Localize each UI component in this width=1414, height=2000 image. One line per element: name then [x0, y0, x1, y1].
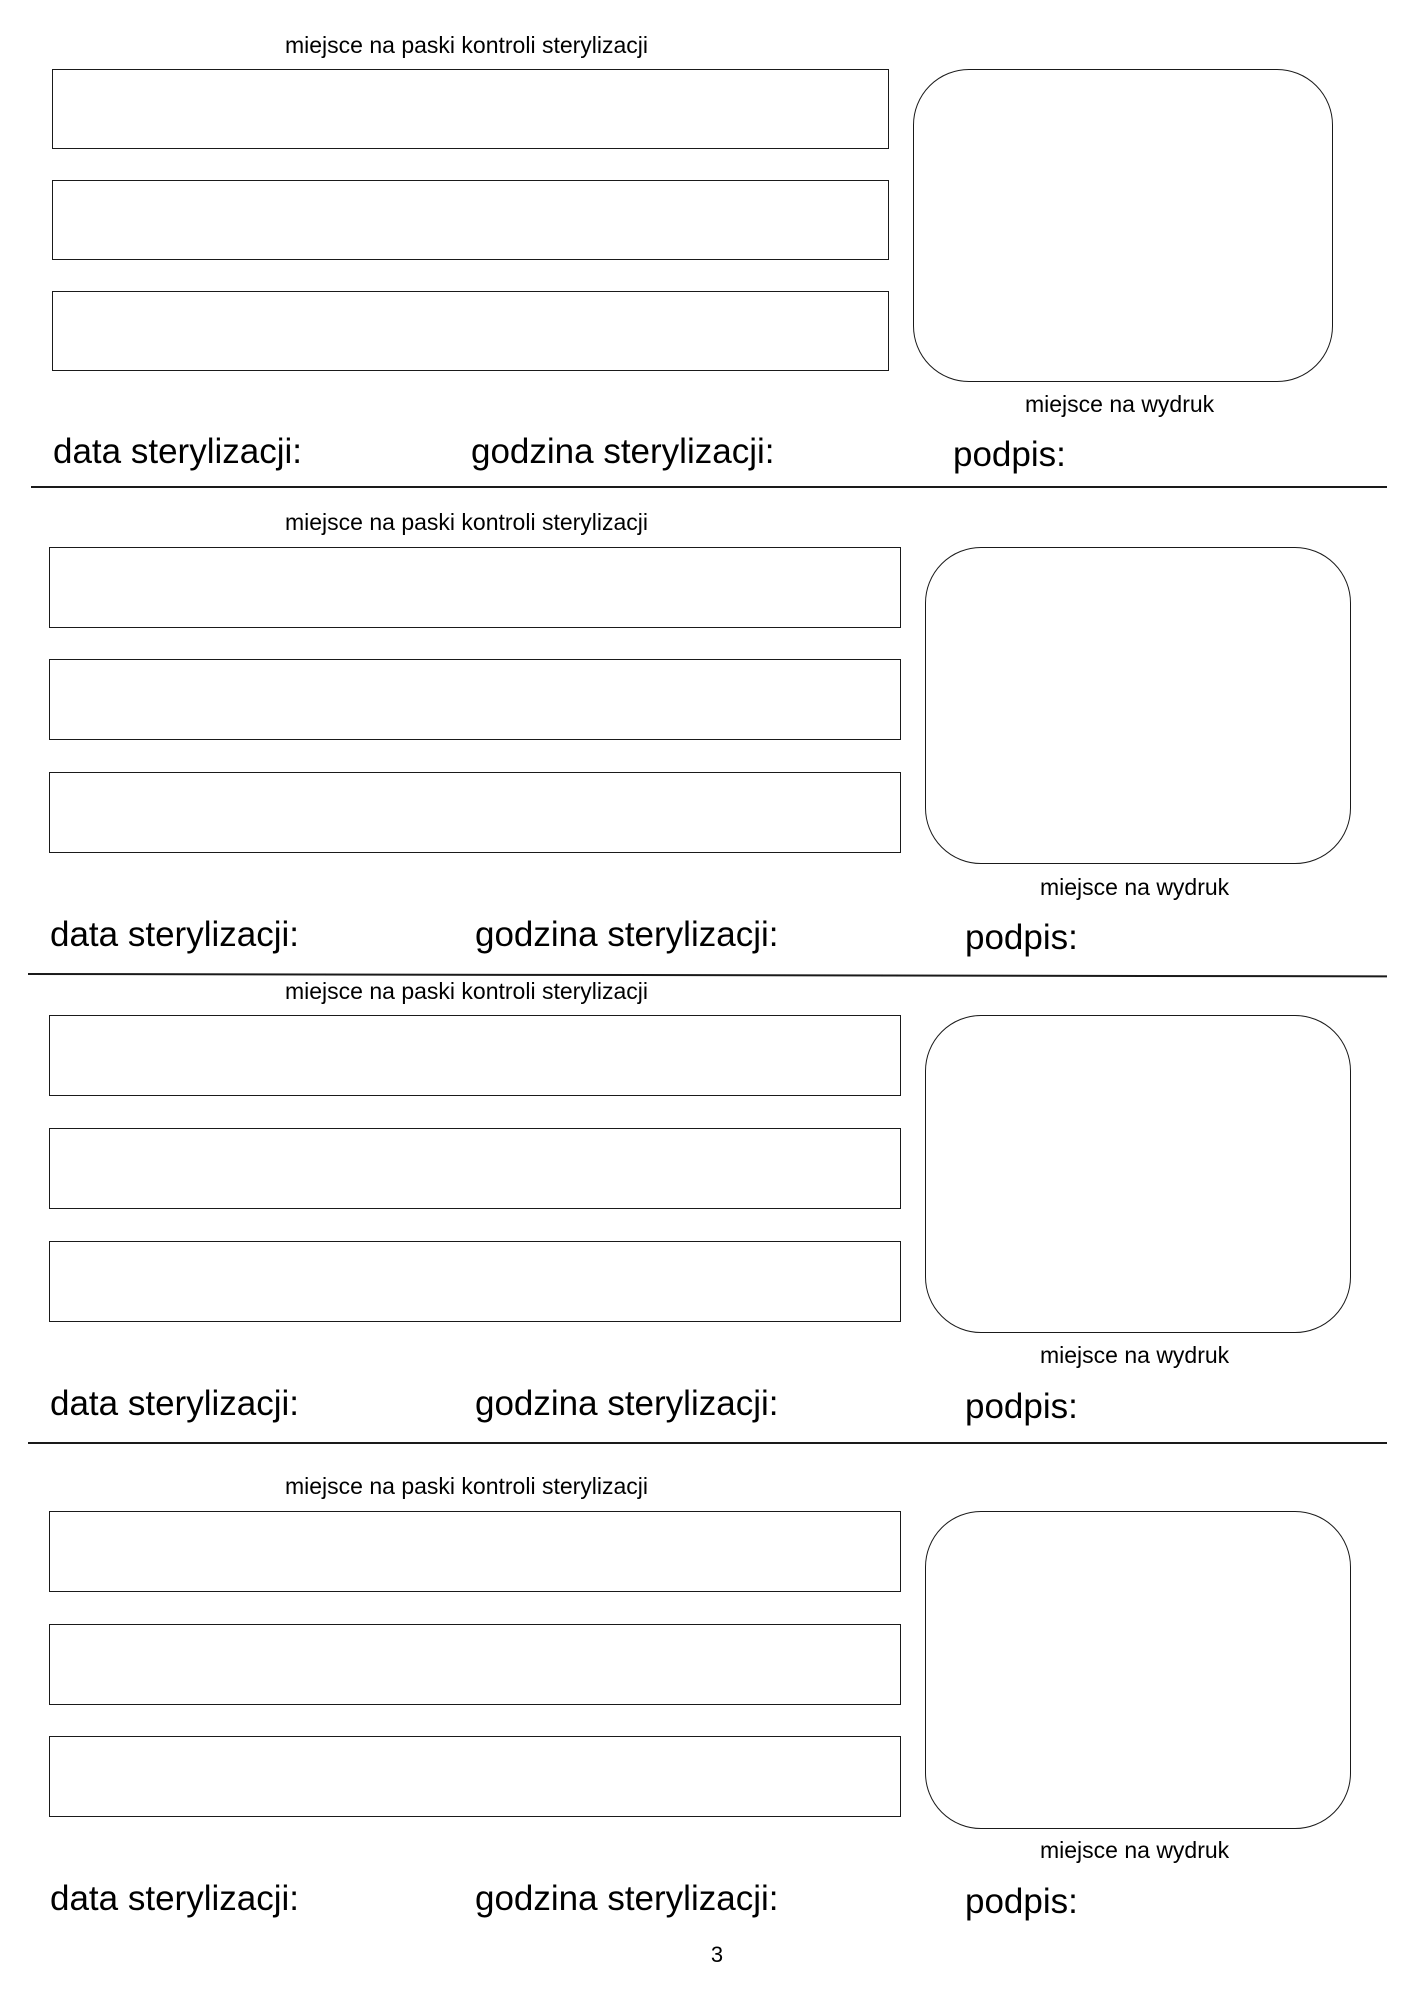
section-divider [28, 1442, 1387, 1444]
control-strip-slot-1 [49, 547, 901, 628]
page-number: 3 [710, 1942, 724, 1967]
sterilization-date-label: data sterylizacji: [53, 432, 302, 471]
control-strip-slot-3 [49, 772, 901, 853]
strips-area-label: miejsce na paski kontroli sterylizacji [285, 509, 649, 535]
sterilization-time-label: godzina sterylizacji: [475, 1384, 779, 1423]
sterilization-date-label: data sterylizacji: [50, 915, 299, 954]
control-strip-slot-2 [49, 1128, 901, 1209]
sterilization-date-label: data sterylizacji: [50, 1879, 299, 1918]
printout-area-label: miejsce na wydruk [1040, 1342, 1230, 1368]
printout-area [925, 1511, 1351, 1829]
printout-area-label: miejsce na wydruk [1040, 1837, 1230, 1863]
printout-area [925, 1015, 1351, 1333]
signature-label: podpis: [965, 1387, 1078, 1426]
control-strip-slot-2 [49, 1624, 901, 1705]
signature-label: podpis: [965, 1882, 1078, 1921]
section-divider [28, 973, 1387, 977]
control-strip-slot-2 [49, 659, 901, 740]
sterilization-time-label: godzina sterylizacji: [475, 1879, 779, 1918]
control-strip-slot-2 [52, 180, 889, 260]
control-strip-slot-1 [52, 69, 889, 149]
sterilization-date-label: data sterylizacji: [50, 1384, 299, 1423]
control-strip-slot-3 [52, 291, 889, 371]
section-divider [31, 486, 1387, 488]
printout-area [913, 69, 1333, 382]
control-strip-slot-1 [49, 1015, 901, 1096]
sterilization-time-label: godzina sterylizacji: [471, 432, 775, 471]
control-strip-slot-1 [49, 1511, 901, 1592]
control-strip-slot-3 [49, 1241, 901, 1322]
printout-area-label: miejsce na wydruk [1040, 874, 1230, 900]
signature-label: podpis: [953, 435, 1066, 474]
sterilization-time-label: godzina sterylizacji: [475, 915, 779, 954]
strips-area-label: miejsce na paski kontroli sterylizacji [285, 32, 649, 58]
printout-area-label: miejsce na wydruk [1025, 391, 1215, 417]
signature-label: podpis: [965, 918, 1078, 957]
printout-area [925, 547, 1351, 864]
strips-area-label: miejsce na paski kontroli sterylizacji [285, 1473, 649, 1499]
strips-area-label: miejsce na paski kontroli sterylizacji [285, 978, 649, 1004]
control-strip-slot-3 [49, 1736, 901, 1817]
